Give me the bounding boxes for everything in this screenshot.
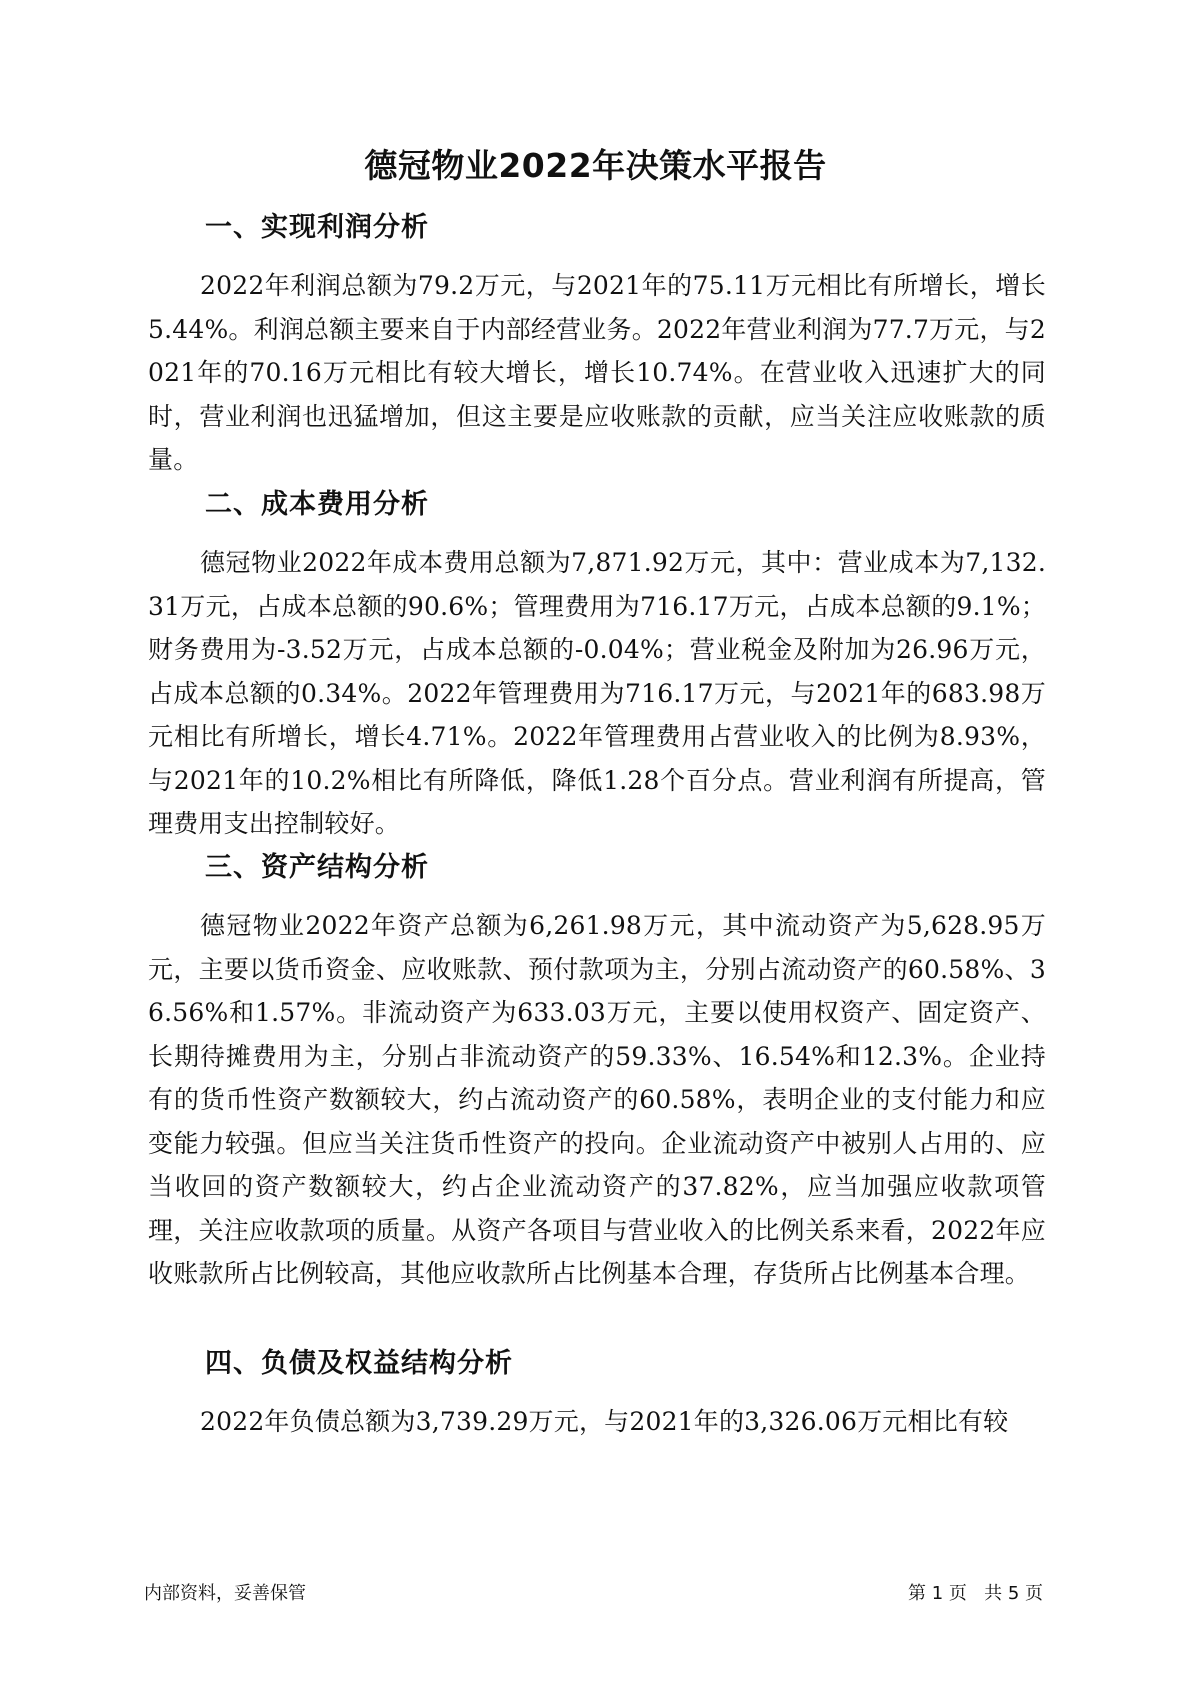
section-heading-assets: 三、资产结构分析 bbox=[205, 852, 429, 883]
section-paragraph-profit: 2022年利润总额为79.2万元，与2021年的75.11万元相比有所增长，增长5.44%。利润总额主要来自于内部经营业务。2022年营业利润为77.7万元，与2021年的70.16万元相比有较大增长，增长10.74%。在营业收入迅速扩大的同时，营业利润也迅猛增加，但这主要是应收账款的贡献，应当关注应收账款的质量。 bbox=[148, 271, 1046, 474]
section-heading-cost: 二、成本费用分析 bbox=[205, 489, 429, 520]
section-paragraph-cost: 德冠物业2022年成本费用总额为7,871.92万元，其中：营业成本为7,132.31万元，占成本总额的90.6%；管理费用为716.17万元，占成本总额的9.1%；财务费用为-3.52万元，占成本总额的-0.04%；营业税金及附加为26.96万元，占成本总额的0.34%。2022年管理费用为716.17万元，与2021年的683.98万元相比有所增长，增长4.71%。2022年管理费用占营业收入的比例为8.93%，与2021年的10.2%相比有所降低，降低1.28个百分点。营业利润有所提高，管理费用支出控制较好。 bbox=[148, 548, 1046, 838]
document-title: 德冠物业2022年决策水平报告 bbox=[364, 146, 827, 185]
footer-confidential-note: 内部资料，妥善保管 bbox=[144, 1583, 306, 1604]
section-paragraph-assets: 德冠物业2022年资产总额为6,261.98万元，其中流动资产为5,628.95万元，主要以货币资金、应收账款、预付款项为主，分别占流动资产的60.58%、36.56%和1.57%。非流动资产为633.03万元，主要以使用权资产、固定资产、长期待摊费用为主，分别占非流动资产的59.33%、16.54%和12.3%。企业持有的货币性资产数额较大，约占流动资产的60.58%，表明企业的支付能力和应变能力较强。但应当关注货币性资产的投向。企业流动资产中被别人占用的、应当收回的资产数额较大，约占企业流动资产的37.82%，应当加强应收款项管理，关注应收款项的质量。从资产各项目与营业收入的比例关系来看，2022年应收账款所占比例较高，其他应收款所占比例基本合理，存货所占比例基本合理。 bbox=[148, 911, 1046, 1288]
section-paragraph-liabilities: 2022年负债总额为3,739.29万元，与2021年的3,326.06万元相比有较 bbox=[200, 1407, 1009, 1436]
section-heading-profit: 一、实现利润分析 bbox=[205, 212, 429, 243]
section-heading-liabilities: 四、负债及权益结构分析 bbox=[205, 1348, 513, 1379]
footer-page-number: 第 1 页 共 5 页 bbox=[908, 1583, 1043, 1604]
